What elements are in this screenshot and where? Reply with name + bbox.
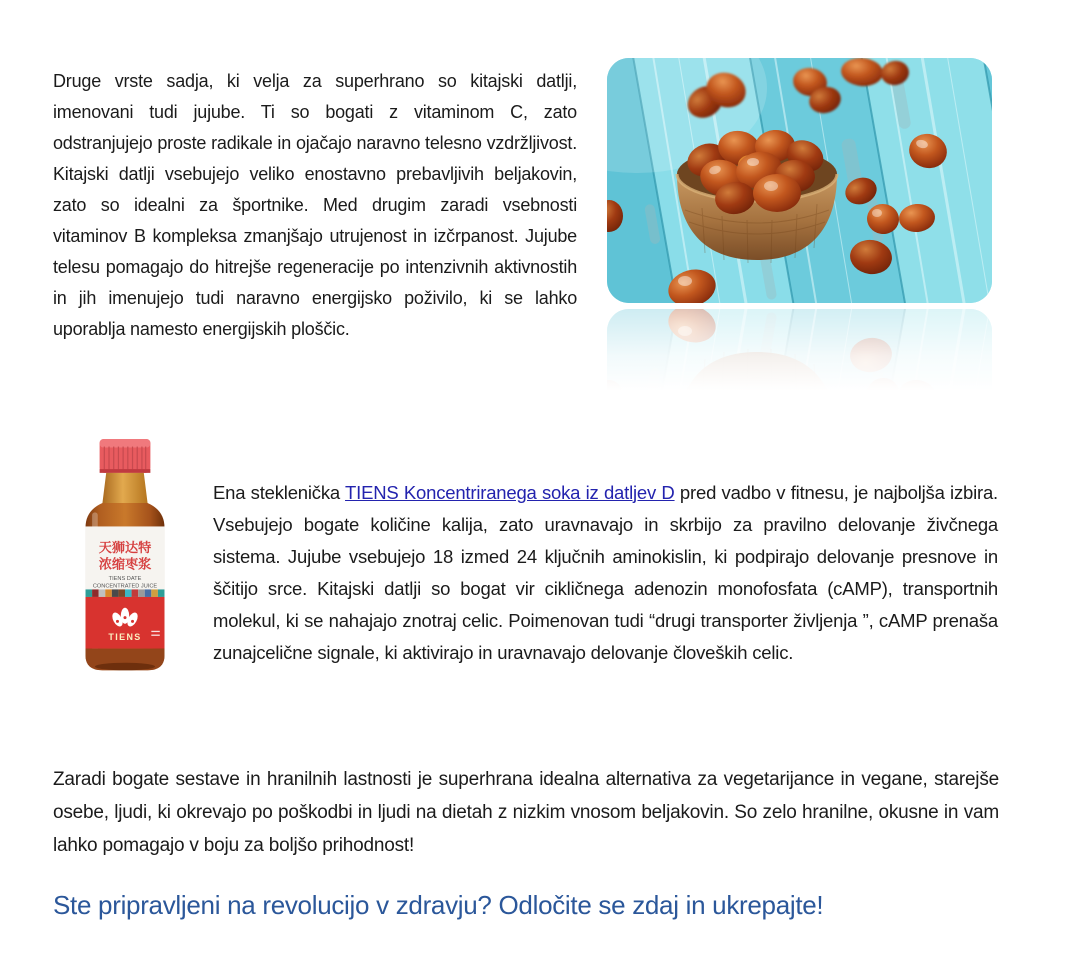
intro-paragraph: Druge vrste sadja, ki velja za superhrano so kitajski datlji, imenovani tudi jujube. Ti so bogati z vitaminom C, zato odstranjujejo proste radikale in ojačajo naravno telesno vzdržljivost. Kitajski datlji vsebujejo veliko enostavno prebavljivih beljakovin, zato so idealni za športnike. Med drugim zaradi vsebnosti vitaminov B kompleksa zmanjšajo utrujenost in izčrpanost. Jujube telesu pomagajo do hitrejše regeneracije po intenzivnih aktivnostih in jih imenujejo tudi naravno energijsko poživilo, ki se lahko uporablja namesto energijskih ploščic. (53, 71, 577, 339)
tiens-date-juice-bottle-image (78, 437, 172, 677)
bottle-brand-text: TIENS (108, 632, 142, 643)
bottle-cap (100, 439, 151, 473)
photo-reflection-fade (607, 309, 992, 394)
bottle-label-line3: TIENS DATE (108, 576, 142, 583)
bottle-label-line2: 浓缩枣浆 (98, 556, 152, 572)
bottle-label-line4: CONCENTRATED JUICE (92, 583, 158, 590)
jujube-bowl-photo (607, 58, 992, 303)
tiens-date-juice-link[interactable]: TIENS Koncentriranega soka iz datljev D (345, 481, 675, 503)
product-paragraph (213, 477, 998, 669)
bottle-label-line1: 天狮达特 (98, 539, 152, 555)
label-color-stripe (86, 589, 165, 597)
product-paragraph-start: Ena steklenička (213, 481, 346, 503)
call-to-action-heading: Ste pripravljeni na revolucijo v zdravju? Odločite se zdaj in ukrepajte! (53, 890, 824, 920)
closing-paragraph: Zaradi bogate sestave in hranilnih lastnosti je superhrana idealna alternativa za vegetarijance in vegane, starejše osebe, ljudi, ki okrevajo po poškodbi in ljudi na dietah z nizkim vnosom beljakovin. So zelo hranilne, okusne in vam lahko pomagajo v boju za boljšo prihodnost! (53, 769, 999, 856)
product-paragraph-rest: pred vadbo v fitnesu, je najboljša izbira. Vsebujejo bogate količine kalija, zato uravnavajo in skrbijo za pravilno delovanje živčnega sistema. Jujube vsebujejo 18 izmed 24 ključnih aminokislin, ki podpirajo delovanje presnove in ščitijo srce. Kitajski datlji so bogat vir cikličnega adenozin monofosfata (cAMP), transportnih molekul, ki se nahajajo znotraj celic. Poimenovan tudi “drugi transporter življenja ”, cAMP prenaša zunajcelične signale, ki aktivirajo in uravnavajo delovanje človeških celic. (213, 481, 998, 663)
jujube-bowl-photo-image (607, 58, 992, 303)
